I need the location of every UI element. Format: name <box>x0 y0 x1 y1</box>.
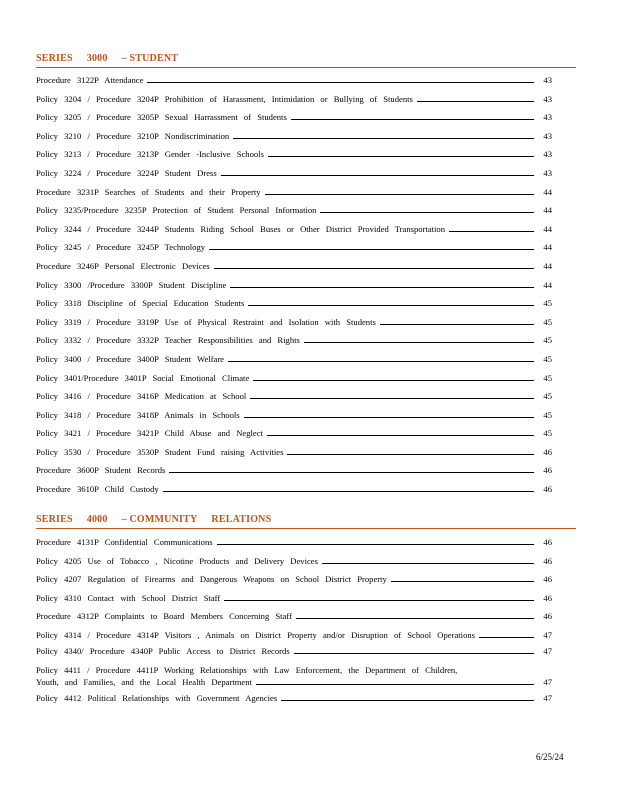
toc-entry-title: Policy 4310 Contact with School District Staff <box>36 592 221 603</box>
section-heading-part: – COMMUNITY <box>121 514 198 525</box>
toc-entry <box>36 483 552 502</box>
toc-entry <box>36 148 552 167</box>
toc-leader <box>244 410 534 418</box>
page-footer-date: 6/25/24 <box>536 752 564 762</box>
toc-entry-title: Policy 3400 / Procedure 3400P Student Welfare <box>36 353 224 364</box>
toc-entry <box>36 409 552 428</box>
toc-page-number: 45 <box>543 335 552 346</box>
toc-entry <box>36 555 552 574</box>
toc-page-number: 46 <box>543 465 552 476</box>
toc-entry <box>36 610 552 629</box>
toc-entry <box>36 353 552 372</box>
toc-page-number: 44 <box>543 279 552 290</box>
section-heading-part: SERIES <box>36 53 73 64</box>
toc-entry <box>36 464 552 483</box>
toc-entry <box>36 592 552 611</box>
toc-entry-title: Policy 3530 / Procedure 3530P Student Fund raising Activities <box>36 446 284 457</box>
toc-leader <box>248 298 534 306</box>
toc-entry-title: Policy 3213 / Procedure 3213P Gender -Inclusive Schools <box>36 149 264 160</box>
toc-entry-title: Policy 4412 Political Relationships with Government Agencies <box>36 692 278 703</box>
toc-entry <box>36 427 552 446</box>
toc-entry-title: Policy 3401/Procedure 3401P Social Emotional Climate <box>36 372 250 383</box>
section-heading-part: 4000 <box>86 514 108 525</box>
toc-page-number: 43 <box>543 149 552 160</box>
toc-entry <box>36 645 552 664</box>
toc-leader <box>214 261 534 269</box>
toc-entry-title: Procedure 3122P Attendance <box>36 75 144 85</box>
toc-entry <box>36 334 552 353</box>
section-heading-series-4000 <box>36 514 576 529</box>
toc-leader <box>147 75 534 83</box>
section-heading-part: 3000 <box>86 53 108 64</box>
toc-leader <box>228 354 534 362</box>
toc-entry <box>36 74 552 93</box>
toc-page-number: 45 <box>543 353 552 364</box>
toc-entry <box>36 111 552 130</box>
toc-page-number: 43 <box>543 167 552 178</box>
toc-entry <box>36 573 552 592</box>
section-heading-part: – STUDENT <box>121 53 179 64</box>
toc-leader <box>291 112 534 120</box>
toc-entry <box>36 204 552 223</box>
toc-page-number: 45 <box>543 372 552 383</box>
toc-page-number: 44 <box>543 260 552 271</box>
toc-leader <box>256 677 534 685</box>
toc-leader <box>221 168 534 176</box>
toc-page-number: 45 <box>543 298 552 309</box>
toc-page-number: 45 <box>543 428 552 439</box>
toc-page-number: 46 <box>543 446 552 457</box>
toc-entry-title: Policy 3416 / Procedure 3416P Medication at School <box>36 391 247 402</box>
toc-page-number: 47 <box>543 629 552 640</box>
toc-leader <box>294 646 534 654</box>
section-heading-part: SERIES <box>36 514 73 525</box>
toc-entry <box>36 536 552 555</box>
toc-leader <box>281 693 534 701</box>
toc-entry-title: Policy 4340/ Procedure 4340P Public Access to District Records <box>36 645 290 656</box>
toc-leader <box>380 317 534 325</box>
toc-entry-title: Policy 3245 / Procedure 3245P Technology <box>36 242 206 253</box>
toc-entry-title: Policy 4207 Regulation of Firearms and Dangerous Weapons on School District Property <box>36 574 387 585</box>
toc-entry-title: Policy 3318 Discipline of Special Education Students <box>36 298 245 309</box>
toc-leader <box>163 484 534 492</box>
toc-page-number: 43 <box>543 93 552 104</box>
toc-page-number: 44 <box>543 242 552 253</box>
toc-leader <box>267 428 534 436</box>
toc-entry <box>36 241 552 260</box>
toc-entry-title: Procedure 3246P Personal Electronic Devices <box>36 260 210 271</box>
toc-leader <box>250 391 534 399</box>
toc-leader <box>304 335 534 343</box>
section-heading-series-3000 <box>36 53 576 68</box>
toc-entry-title: Policy 3204 / Procedure 3204P Prohibition of Harassment, Intimidation or Bullying of Students <box>36 93 413 104</box>
toc-leader <box>265 187 534 195</box>
toc-entry-title: Procedure 3610P Child Custody <box>36 484 159 495</box>
toc-leader <box>391 574 534 582</box>
toc-entry-title: Policy 3205 / Procedure 3205P Sexual Harrassment of Students <box>36 112 287 123</box>
toc-entry <box>36 297 552 316</box>
toc-page-number: 46 <box>543 555 552 566</box>
toc-entry-title: Policy 3300 /Procedure 3300P Student Discipline <box>36 279 227 290</box>
toc-entry-title: Policy 3319 / Procedure 3319P Use of Physical Restraint and Isolation with Students <box>36 316 376 327</box>
toc-entry <box>36 260 552 279</box>
toc-page-number: 44 <box>543 186 552 197</box>
toc-page-number: 45 <box>543 316 552 327</box>
toc-entry-title: Policy 4205 Use of Tobacco , Nicotine Products and Delivery Devices <box>36 555 318 566</box>
toc-page-number: 43 <box>543 112 552 123</box>
toc-entry <box>36 167 552 186</box>
toc-entry-title: Policy 4314 / Procedure 4314P Visitors , Animals on District Property and/or Disruption of School Operations <box>36 629 476 640</box>
toc-leader <box>417 94 534 102</box>
toc-leader <box>169 465 534 473</box>
toc-entry-title: Policy 3421 / Procedure 3421P Child Abuse and Neglect <box>36 428 263 439</box>
toc-entry <box>36 93 552 112</box>
toc-entry <box>36 390 552 409</box>
toc-entry <box>36 372 552 391</box>
toc-page-number: 44 <box>543 223 552 234</box>
toc-page-number: 45 <box>543 409 552 420</box>
toc-entry-title: Policy 3418 / Procedure 3418P Animals in Schools <box>36 409 240 420</box>
toc-entry-title: Policy 3244 / Procedure 3244P Students Riding School Buses or Other District Provided Transportation <box>36 223 446 234</box>
toc-page-number: 44 <box>543 205 552 216</box>
toc-entry-title: Policy 3332 / Procedure 3332P Teacher Responsibilities and Rights <box>36 335 300 346</box>
toc-entry-title: Procedure 3600P Student Records <box>36 465 166 476</box>
toc-leader <box>224 593 534 601</box>
toc-entry <box>36 186 552 205</box>
toc-entry-title: Policy 3210 / Procedure 3210P Nondiscrimination <box>36 130 230 141</box>
toc-entry <box>36 664 552 692</box>
toc-entry <box>36 316 552 335</box>
toc-entry-line1: Policy 4411 / Procedure 4411P Working Relationships with Law Enforcement, the Department of Children, <box>36 664 458 675</box>
toc-page-number: 47 <box>543 692 552 703</box>
toc-entry-title: Procedure 3231P Searches of Students and their Property <box>36 186 261 197</box>
toc-leader <box>233 131 534 139</box>
toc-entry <box>36 279 552 298</box>
toc-page-number: 47 <box>543 645 552 656</box>
toc-page-number: 46 <box>543 484 552 495</box>
toc-entry <box>36 446 552 465</box>
toc-leader <box>268 149 534 157</box>
toc-entry-title: Procedure 4312P Complaints to Board Members Concerning Staff <box>36 611 292 622</box>
section-heading-part: RELATIONS <box>211 514 272 525</box>
toc-leader <box>209 242 534 250</box>
toc-entry-title: Policy 3235/Procedure 3235P Protection of Student Personal Information <box>36 205 317 216</box>
toc-page-number: 43 <box>543 75 552 85</box>
toc-list-series-3000 <box>36 74 552 502</box>
toc-entry <box>36 629 552 645</box>
toc-leader <box>479 630 534 638</box>
toc-leader <box>230 280 534 288</box>
toc-leader <box>253 373 534 381</box>
toc-leader <box>449 224 534 232</box>
toc-entry <box>36 130 552 149</box>
toc-list-series-4000 <box>36 536 552 710</box>
toc-page-number: 47 <box>543 676 552 687</box>
toc-leader <box>296 611 534 619</box>
toc-entry <box>36 223 552 242</box>
toc-page-number: 43 <box>543 130 552 141</box>
toc-entry-line2-text: Youth, and Families, and the Local Health Department <box>36 676 252 687</box>
toc-leader <box>217 537 534 545</box>
toc-page-number: 46 <box>543 574 552 585</box>
toc-entry-line2 <box>36 676 552 688</box>
toc-page-number: 46 <box>543 592 552 603</box>
toc-page-number: 45 <box>543 391 552 402</box>
toc-leader <box>322 556 534 564</box>
toc-page-number: 46 <box>543 537 552 547</box>
toc-entry-title: Policy 3224 / Procedure 3224P Student Dress <box>36 167 217 178</box>
toc-leader <box>320 205 534 213</box>
toc-entry-title: Procedure 4131P Confidential Communications <box>36 537 213 547</box>
toc-leader <box>287 447 534 455</box>
toc-page-number: 46 <box>543 611 552 622</box>
toc-entry <box>36 692 552 711</box>
